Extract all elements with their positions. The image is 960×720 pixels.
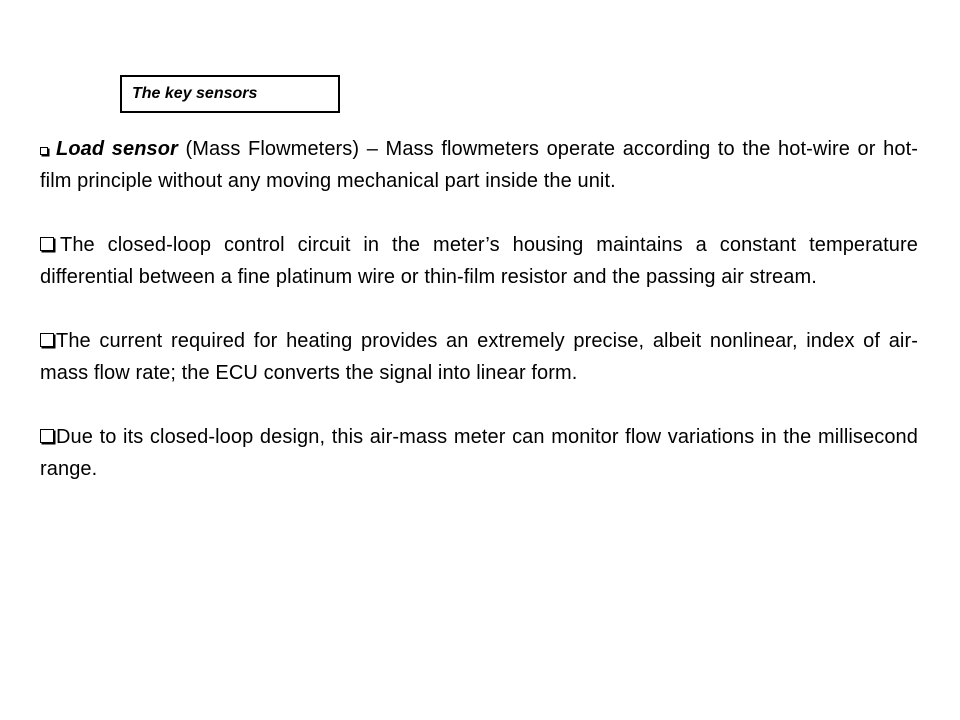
bullet-paragraph-control-circuit bbox=[40, 229, 918, 293]
slide-title: The key sensors bbox=[132, 85, 258, 102]
bullet-list bbox=[40, 133, 918, 485]
checkbox-bullet-icon bbox=[40, 237, 54, 251]
load-sensor-heading: Load sensor bbox=[56, 138, 178, 160]
checkbox-bullet-icon bbox=[40, 147, 48, 155]
bullet-paragraph-load-sensor bbox=[40, 133, 918, 197]
bullet-paragraph-closed-loop bbox=[40, 421, 918, 485]
heating-current-text: The current required for heating provides an extremely precise, albeit nonlinear, index of air-mass flow rate; the ECU converts the signal into linear form. bbox=[40, 330, 918, 384]
control-circuit-text: The closed-loop control circuit in the meter’s housing maintains a constant temperature differential between a fine platinum wire or thin-film resistor and the passing air stream. bbox=[40, 234, 918, 288]
checkbox-bullet-icon bbox=[40, 333, 54, 347]
bullet-paragraph-heating-current bbox=[40, 325, 918, 389]
slide-title-box bbox=[120, 75, 340, 113]
closed-loop-text: Due to its closed-loop design, this air-mass meter can monitor flow variations in the millisecond range. bbox=[40, 426, 918, 480]
load-sensor-text: (Mass Flowmeters) – Mass flowmeters operate according to the hot-wire or hot-film principle without any moving mechanical part inside the unit. bbox=[40, 138, 918, 192]
checkbox-bullet-icon bbox=[40, 429, 54, 443]
